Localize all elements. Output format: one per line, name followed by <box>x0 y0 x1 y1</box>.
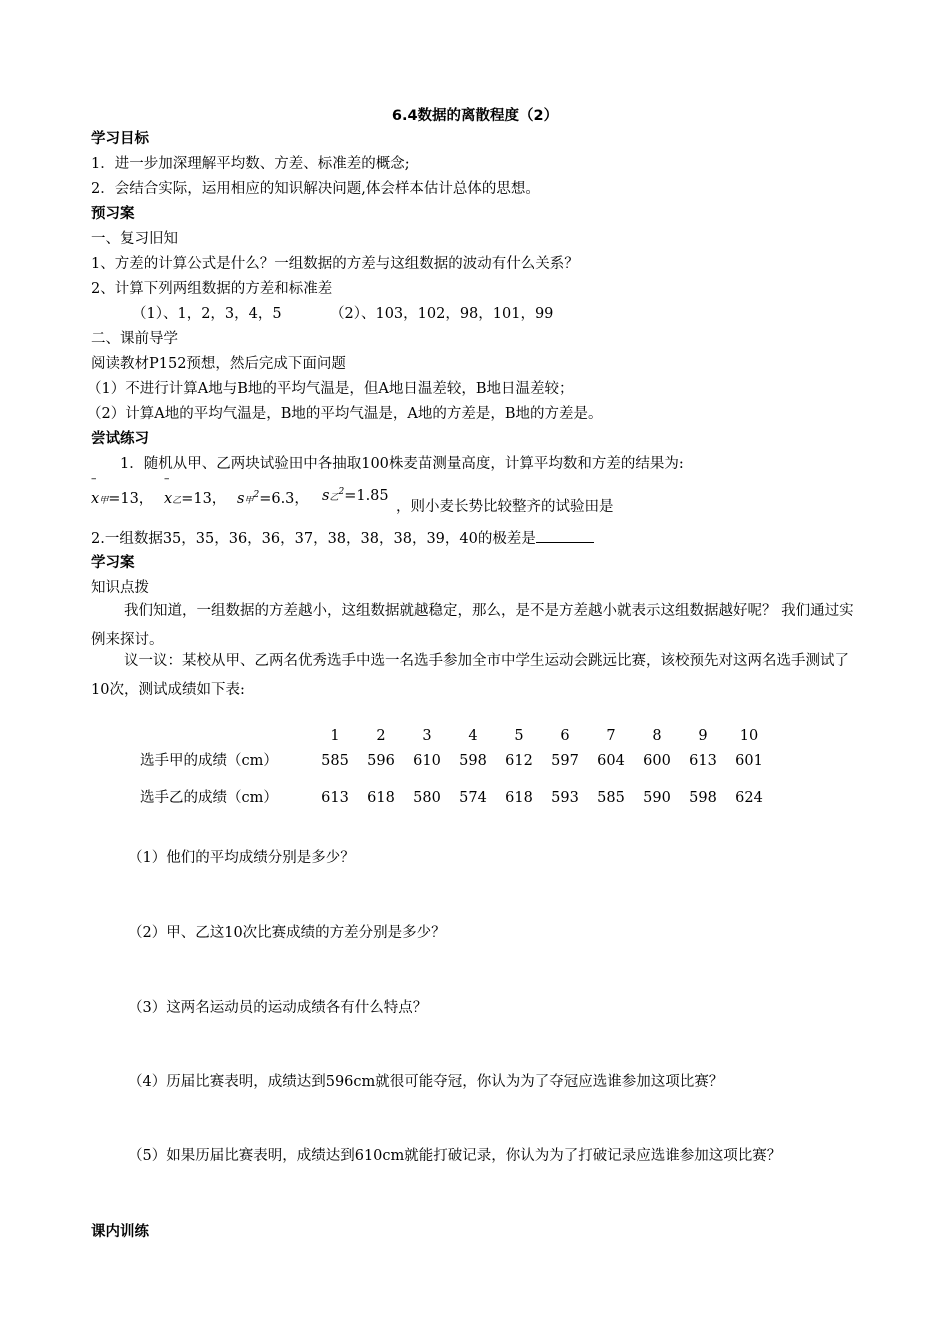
goal-item-1: 1．进一步加深理解平均数、方差、标准差的概念; <box>91 156 410 172</box>
preview-heading: 预习案 <box>91 206 135 222</box>
training-heading: 课内训练 <box>91 1224 149 1240</box>
subscript-jia: 甲 <box>99 496 109 506</box>
table-cell: 604 <box>597 753 625 769</box>
table-column-header: 7 <box>606 728 616 744</box>
review-question-2a: （1）、1，2，3，4，5 <box>132 306 282 322</box>
mean-jia <box>91 487 153 508</box>
question-5: （5）如果历届比赛表明，成绩达到610cm就能打破记录，你认为为了打破记录应选谁参加这项比赛？ <box>128 1148 782 1164</box>
variance-jia <box>237 487 309 508</box>
superscript-2: 2 <box>338 487 345 497</box>
table-cell: 600 <box>643 753 671 769</box>
table-cell: 612 <box>505 753 533 769</box>
table-cell: 598 <box>689 790 717 806</box>
question-1: （1）他们的平均成绩分别是多少？ <box>128 850 355 866</box>
table-row-label: 选手乙的成绩（cm） <box>140 790 278 806</box>
review-heading: 一、复习旧知 <box>91 231 178 247</box>
variable-s: s <box>322 487 330 504</box>
table-row-label: 选手甲的成绩（cm） <box>140 753 278 769</box>
table-column-header: 1 <box>330 728 340 744</box>
table-cell: 596 <box>367 753 395 769</box>
table-cell: 613 <box>689 753 717 769</box>
variance-yi-value: =1.85 <box>344 487 389 504</box>
table-column-header: 10 <box>739 728 759 744</box>
knowledge-heading: 知识点拨 <box>91 580 149 596</box>
guide-heading: 二、课前导学 <box>91 331 178 347</box>
superscript-2: 2 <box>253 490 260 501</box>
guide-question-2: （2）计算A地的平均气温是，B地的平均气温是，A地的方差是，B地的方差是。 <box>87 406 603 422</box>
question-4: （4）历届比赛表明，成绩达到596cm就很可能夺冠，你认为为了夺冠应选谁参加这项比赛？ <box>128 1074 724 1090</box>
knowledge-paragraph-1: 我们知道，一组数据的方差越小，这组数据就越稳定，那么，是不是方差越小就表示这组数据越好呢？ 我们通过实例来探讨。 <box>91 603 854 648</box>
table-column-header: 4 <box>468 728 478 744</box>
table-cell: 598 <box>459 753 487 769</box>
practice-heading: 尝试练习 <box>91 431 149 447</box>
table-cell: 618 <box>367 790 395 806</box>
practice-question-2-text: 2.一组数据35，35，36，36，37，38，38，38，39，40的极差是 <box>91 531 536 547</box>
answer-blank[interactable] <box>536 528 594 543</box>
table-cell: 585 <box>321 753 349 769</box>
practice-question-1: 1．随机从甲、乙两块试验田中各抽取100株麦苗测量高度，计算平均数和方差的结果为: <box>120 456 684 472</box>
study-heading: 学习案 <box>91 555 135 571</box>
question-2: （2）甲、乙这10次比赛成绩的方差分别是多少？ <box>128 925 446 941</box>
variance-jia-value: =6.3， <box>259 491 309 507</box>
table-column-header: 3 <box>422 728 432 744</box>
mean-jia-value: =13， <box>108 491 154 507</box>
table-column-header: 5 <box>514 728 524 744</box>
table-cell: 593 <box>551 790 579 806</box>
question-3: （3）这两名运动员的运动成绩各有什么特点？ <box>128 1000 428 1016</box>
table-cell: 613 <box>321 790 349 806</box>
practice-question-1-tail: ，则小麦长势比较整齐的试验田是 <box>396 499 614 515</box>
mean-bar-mark: – <box>164 472 170 485</box>
variable-x: x <box>164 491 173 507</box>
table-cell: 624 <box>735 790 763 806</box>
review-question-2b: （2）、103，102，98，101，99 <box>330 306 554 322</box>
subscript-yi: 乙 <box>329 492 339 503</box>
review-question-1: 1、方差的计算公式是什么？一组数据的方差与这组数据的波动有什么关系？ <box>91 256 579 272</box>
table-cell: 618 <box>505 790 533 806</box>
goals-heading: 学习目标 <box>91 131 149 147</box>
table-cell: 574 <box>459 790 487 806</box>
mean-yi <box>164 487 226 508</box>
table-column-header: 2 <box>376 728 386 744</box>
table-column-header: 9 <box>698 728 708 744</box>
table-cell: 597 <box>551 753 579 769</box>
table-column-header: 8 <box>652 728 662 744</box>
variable-s: s <box>237 491 245 507</box>
table-cell: 580 <box>413 790 441 806</box>
table-cell: 590 <box>643 790 671 806</box>
mean-bar-mark: – <box>91 472 97 485</box>
table-cell: 610 <box>413 753 441 769</box>
subscript-jia: 甲 <box>244 496 254 506</box>
table-column-header: 6 <box>560 728 570 744</box>
table-cell: 585 <box>597 790 625 806</box>
variable-x: x <box>91 491 100 507</box>
guide-intro: 阅读教材P152预想，然后完成下面问题 <box>91 356 346 372</box>
page-title: 6.4数据的离散程度（2） <box>391 108 559 124</box>
variance-yi <box>322 487 389 504</box>
practice-question-2 <box>91 528 594 549</box>
guide-question-1: （1）不进行计算A地与B地的平均气温是，但A地日温差较，B地日温差较； <box>87 381 574 397</box>
table-cell: 601 <box>735 753 763 769</box>
subscript-yi: 乙 <box>172 496 182 506</box>
mean-yi-value: =13， <box>181 491 227 507</box>
goal-item-2: 2．会结合实际，运用相应的知识解决问题,体会样本估计总体的思想。 <box>91 181 540 197</box>
review-question-2: 2、计算下列两组数据的方差和标准差 <box>91 281 333 297</box>
knowledge-paragraph-2: 议一议：某校从甲、乙两名优秀选手中选一名选手参加全市中学生运动会跳远比赛，该校预先对这两名选手测试了10次，测试成绩如下表: <box>91 653 849 698</box>
